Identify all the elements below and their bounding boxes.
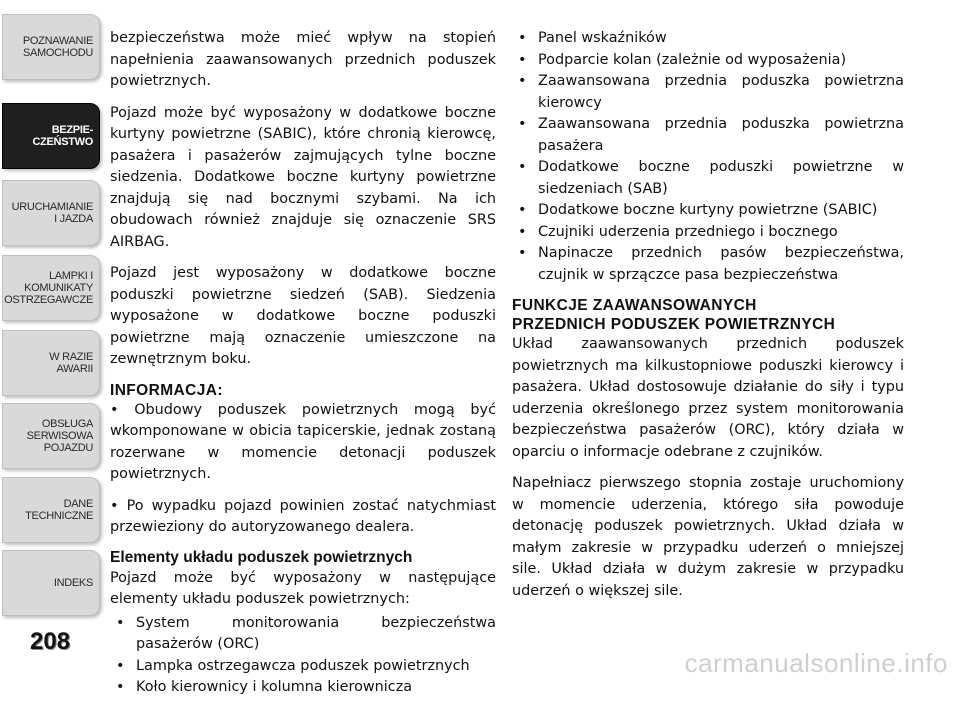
list-item: • Zaawansowana przednia poduszka powietrzna kierowcy (512, 71, 904, 114)
info-heading: INFORMACJA: (110, 381, 223, 399)
info-list (110, 400, 496, 539)
elements-list-right (512, 28, 904, 286)
watermark: carmanualsonline.info (684, 648, 948, 678)
list-item: • Zaawansowana przednia poduszka powietrzna pasażera (512, 114, 904, 157)
list-item: • Napinacze przednich pasów bezpieczeństwa, czujnik w sprzączce pasa bezpieczeństwa (512, 243, 904, 286)
functions-paragraph-2: Napełniacz pierwszego stopnia zostaje uruchomiony w momencie uderzenia, którego siła powoduje detonację poduszek powietrznych. Układ działa w małym zakresie w przypadku uderzeń o mniejszej sile. Układ działa w dużym zakresie w przypadku uderzeń o większej sile. (512, 475, 904, 599)
list-item: • Dodatkowe boczne kurtyny powietrzne (SABIC) (512, 200, 904, 222)
tab-dane-techniczne[interactable]: DANE TECHNICZNE (2, 477, 100, 543)
tab-poznawanie-samochodu[interactable]: POZNAWANIE SAMOCHODU (2, 14, 100, 80)
elements-intro: Pojazd może być wyposażony w następujące elementy układu poduszek powietrznych: (110, 569, 496, 607)
list-item: • Panel wskaźników (512, 28, 904, 50)
tab-w-razie-awarii[interactable]: W RAZIE AWARII (2, 330, 100, 396)
left-column (110, 28, 496, 705)
page-number: 208 (30, 628, 71, 655)
list-item: • Po wypadku pojazd powinien zostać natychmiast przewieziony do autoryzowanego dealera. (110, 497, 496, 535)
tab-uruchamianie-i-jazda[interactable]: URUCHAMIANIE I JAZDA (2, 180, 100, 246)
right-column (512, 28, 904, 612)
list-item: • Dodatkowe boczne poduszki powietrzne w siedzeniach (SAB) (512, 157, 904, 200)
tab-bezpieczenstwo[interactable]: BEZPIE- CZEŃSTWO (2, 103, 100, 169)
functions-paragraph-1: Układ zaawansowanych przednich poduszek powietrznych ma kilkustopniowe poduszki kierowcy i pasażera. Układ dostosowuje działanie do siły i typu uderzenia określonego przez system monitorowania bezpieczeństwa pasażerów (ORC), który działa w oparciu o informacje odebrane z czujników. (512, 336, 904, 460)
elements-heading: Elementy układu poduszek powietrznych (110, 548, 413, 566)
chapter-tabs-sidebar (0, 0, 104, 640)
list-item: • Obudowy poduszek powietrznych mogą być wkomponowane w obicia tapicerskie, jednak zostaną rozerwane w momencie detonacji poduszek powietrznych. (110, 401, 496, 482)
list-item: • Lampka ostrzegawcza poduszek powietrznych (110, 656, 496, 678)
tab-indeks[interactable]: INDEKS (2, 550, 100, 616)
tab-obsluga-serwisowa[interactable]: OBSŁUGA SERWISOWA POJAZDU (2, 403, 100, 469)
functions-heading-line2: PRZEDNICH PODUSZEK POWIETRZNYCH (512, 316, 836, 333)
list-item: • Czujniki uderzenia przedniego i bocznego (512, 222, 904, 244)
list-item: • System monitorowania bezpieczeństwa pasażerów (ORC) (110, 613, 496, 656)
functions-heading-line1: FUNKCJE ZAAWANSOWANYCH (512, 297, 757, 314)
elements-list-left (110, 613, 496, 699)
paragraph-continuation: bezpieczeństwa może mieć wpływ na stopień napełnienia zaawansowanych przednich poduszek powietrznych. (110, 30, 496, 89)
paragraph-sab: Pojazd jest wyposażony w dodatkowe boczne poduszki powietrzne siedzeń (SAB). Siedzenia wyposażone w dodatkowe boczne poduszki powietrzne mają oznaczenie umieszczone na zewnętrznym boku. (110, 265, 496, 367)
tab-lampki-i-komunikaty[interactable]: LAMPKI I KOMUNIKATY OSTRZEGAWCZE (2, 255, 100, 321)
paragraph-sabic: Pojazd może być wyposażony w dodatkowe boczne kurtyny powietrzne (SABIC), które chronią kierowcę, pasażera i pasażerów zajmujących tylne boczne siedzenia. Dodatkowe boczne kurtyny powietrzne znajdują się nad bocznymi szybami. Na ich obudowach również znajduje się oznaczenie SRS AIRBAG. (110, 104, 496, 250)
list-item: • Koło kierownicy i kolumna kierownicza (110, 677, 496, 699)
list-item: • Podparcie kolan (zależnie od wyposażenia) (512, 50, 904, 72)
